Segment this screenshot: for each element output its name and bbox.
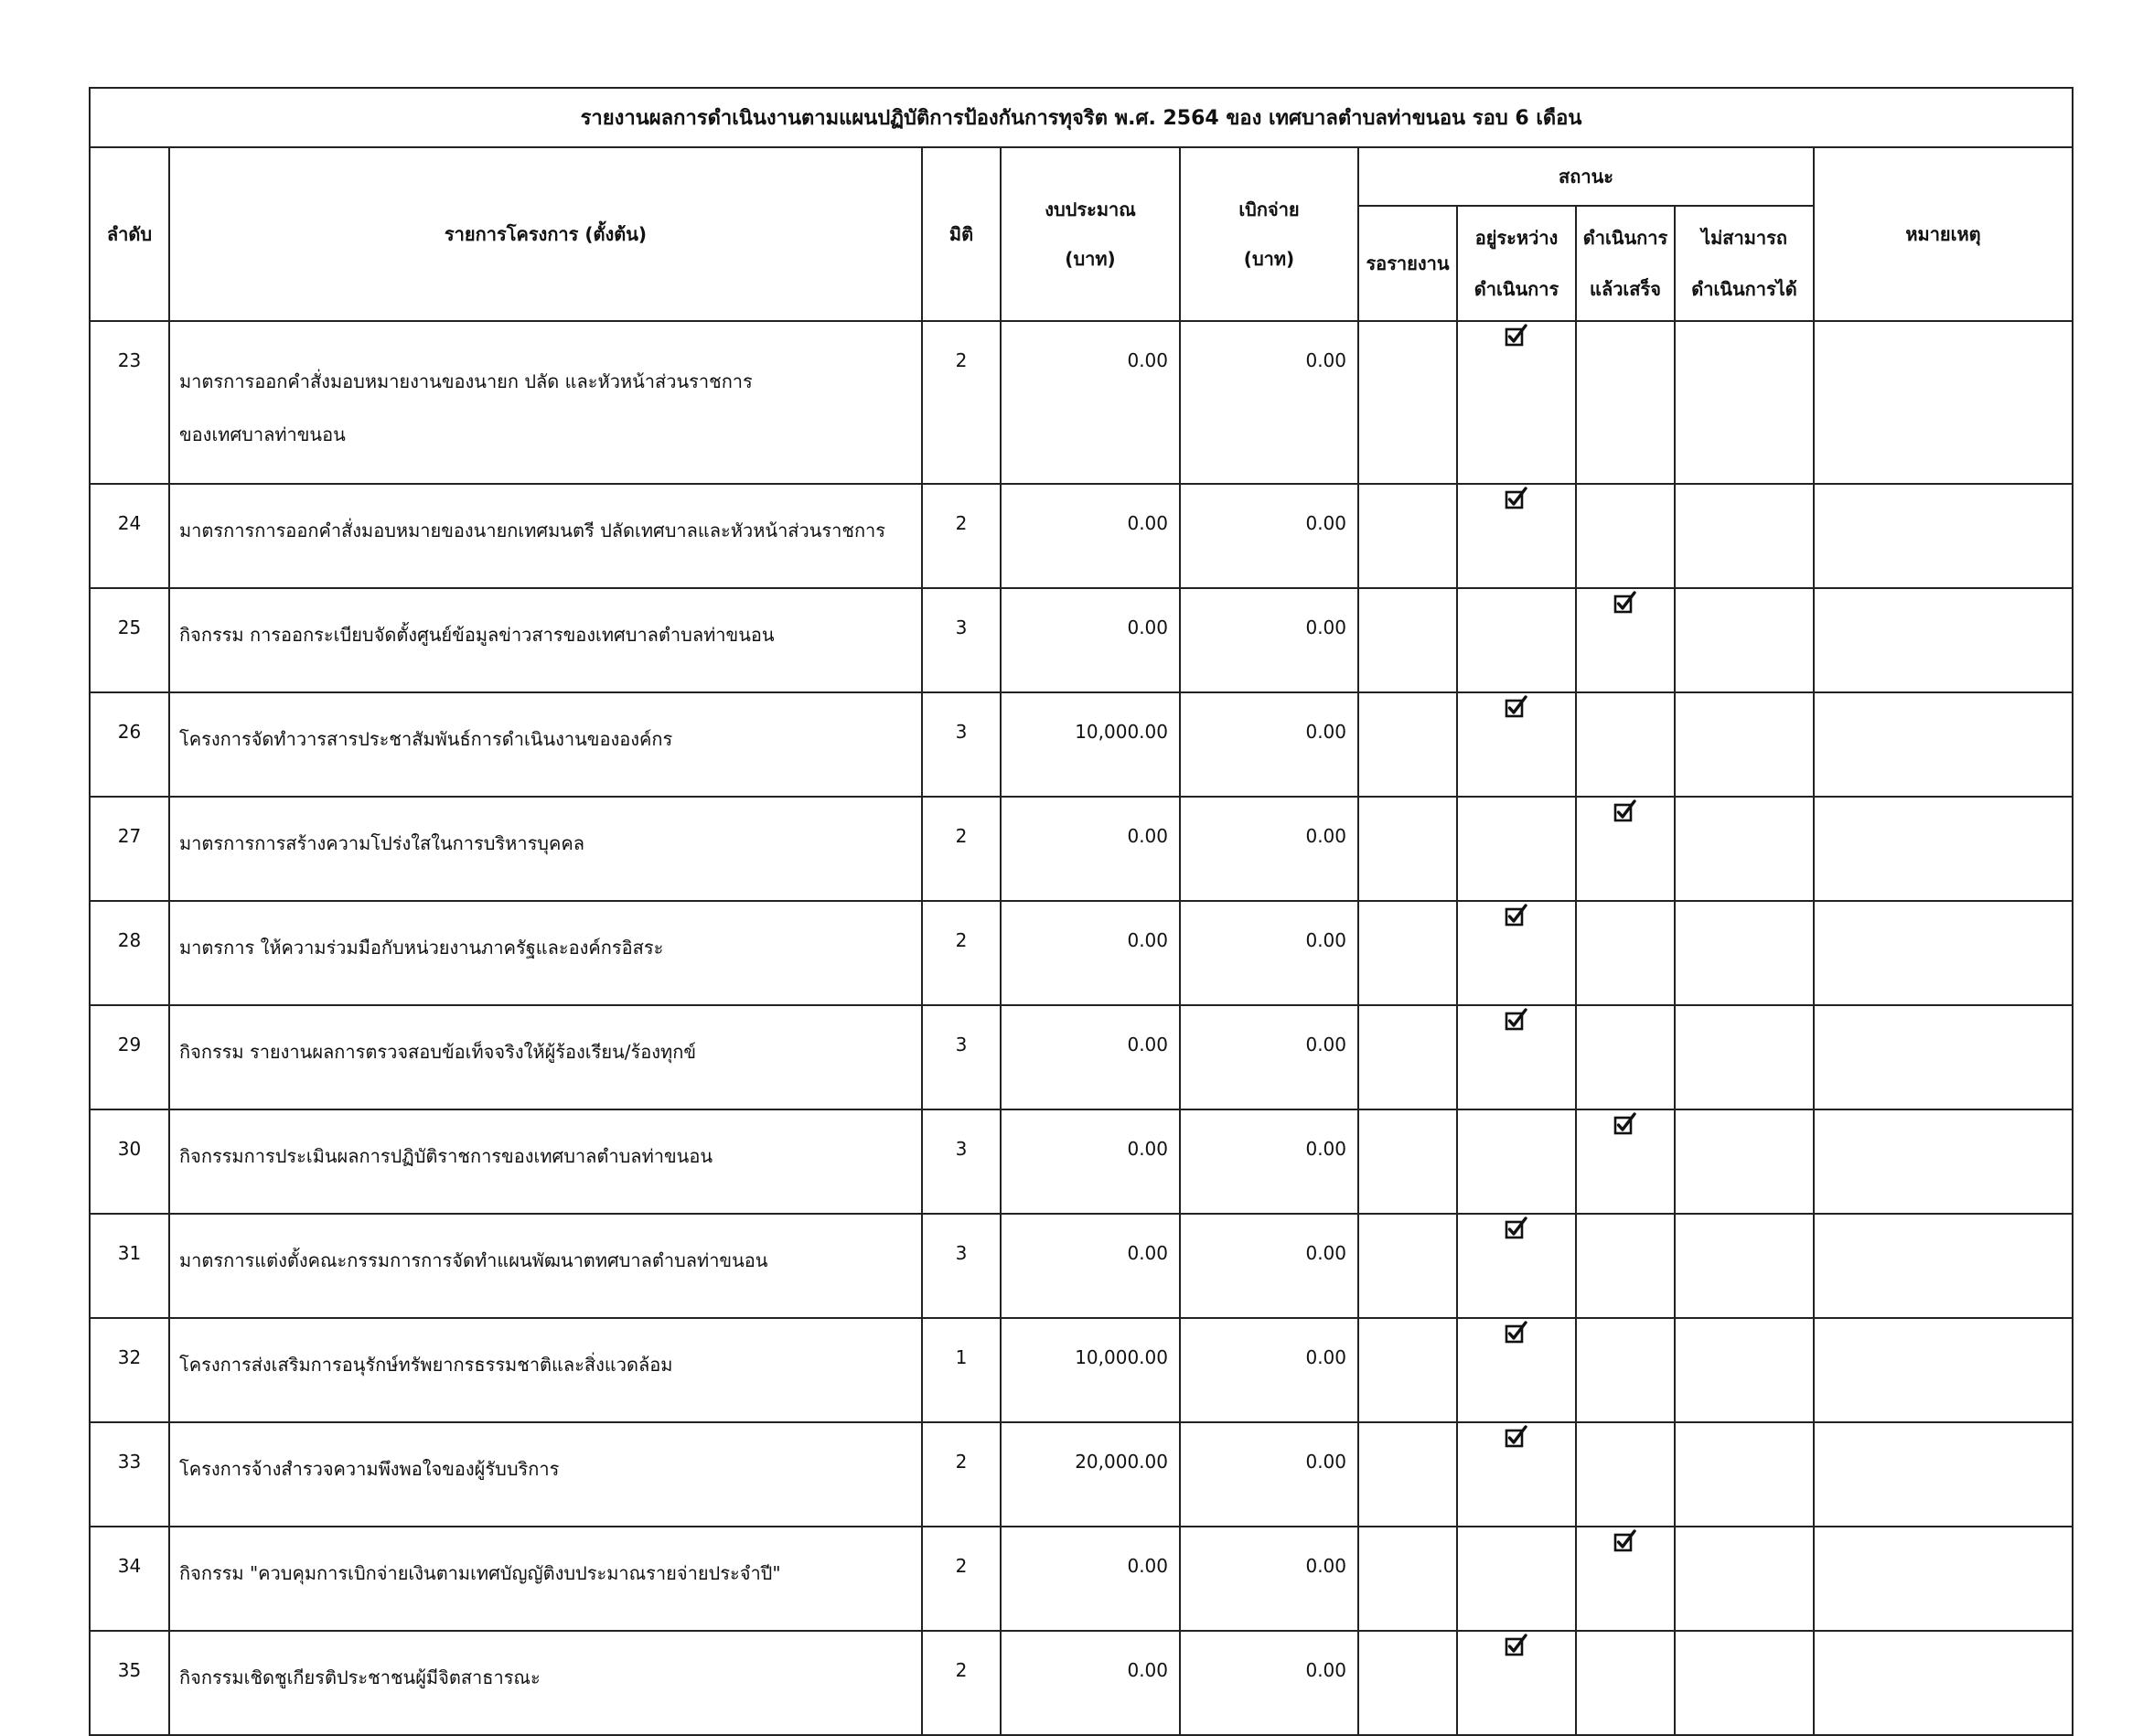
header-disbursed (1180, 147, 1358, 321)
row-status-unable (1675, 1318, 1814, 1422)
row-project-name-line1: มาตรการออกคำสั่งมอบหมายงานของนายก ปลัด และหัวหน้าส่วนราชการ (179, 370, 753, 392)
row-status-done (1576, 588, 1675, 692)
table-row (90, 1631, 2073, 1735)
row-remarks (1814, 1318, 2073, 1422)
row-project-name-line1: มาตรการการออกคำสั่งมอบหมายของนายกเทศมนตรี ปลัดเทศบาลและหัวหน้าส่วนราชการ (179, 520, 886, 541)
row-disbursed: 0.00 (1180, 1631, 1358, 1735)
row-remarks (1814, 901, 2073, 1005)
table-row (90, 1527, 2073, 1631)
row-order: 33 (90, 1422, 169, 1527)
table-row (90, 797, 2073, 901)
row-disbursed: 0.00 (1180, 484, 1358, 588)
row-order: 29 (90, 1005, 169, 1109)
row-project-name (169, 1005, 922, 1109)
row-project-name-line1: โครงการส่งเสริมการอนุรักษ์ทรัพยากรธรรมชาติและสิ่งแวดล้อม (179, 1354, 673, 1376)
row-project-name (169, 901, 922, 1005)
row-status-in-progress (1457, 1005, 1576, 1109)
header-status-unable (1675, 206, 1814, 321)
row-status-pending (1358, 692, 1457, 797)
row-disbursed: 0.00 (1180, 1214, 1358, 1318)
table-row (90, 484, 2073, 588)
row-disbursed: 0.00 (1180, 1005, 1358, 1109)
header-in-progress-line1: อยู่ระหว่าง (1474, 227, 1559, 249)
row-project-name-line1: กิจกรรมเชิดชูเกียรติประชาชนผู้มีจิตสาธารณะ (179, 1666, 541, 1688)
checked-box-icon (1505, 1216, 1528, 1240)
row-order: 30 (90, 1109, 169, 1214)
row-status-in-progress (1457, 1422, 1576, 1527)
row-project-name-line1: กิจกรรม รายงานผลการตรวจสอบข้อเท็จจริงให้ผู้ร้องเรียน/ร้องทุกข์ (179, 1041, 696, 1063)
row-status-pending (1358, 797, 1457, 901)
row-disbursed: 0.00 (1180, 1527, 1358, 1631)
row-dimension: 3 (922, 692, 1001, 797)
row-project-name (169, 321, 922, 484)
checked-box-icon (1613, 1112, 1637, 1136)
row-project-name-line1: โครงการจ้างสำรวจความพึงพอใจของผู้รับบริการ (179, 1458, 560, 1480)
row-status-unable (1675, 321, 1814, 484)
header-status: สถานะ (1358, 147, 1814, 206)
row-remarks (1814, 484, 2073, 588)
checked-box-icon (1505, 1425, 1528, 1449)
row-status-pending (1358, 1631, 1457, 1735)
row-status-unable (1675, 1005, 1814, 1109)
checked-box-icon (1505, 1321, 1528, 1345)
table-row (90, 321, 2073, 484)
row-status-done (1576, 1318, 1675, 1422)
table-row (90, 1005, 2073, 1109)
row-status-unable (1675, 1214, 1814, 1318)
row-status-done (1576, 484, 1675, 588)
row-dimension: 3 (922, 1005, 1001, 1109)
row-disbursed: 0.00 (1180, 797, 1358, 901)
report-table (89, 87, 2074, 1736)
table-row (90, 1214, 2073, 1318)
row-status-pending (1358, 1214, 1457, 1318)
table-row (90, 901, 2073, 1005)
row-project-name-line1: กิจกรรม การออกระเบียบจัดตั้งศูนย์ข้อมูลข่าวสารของเทศบาลตำบลท่าขนอน (179, 624, 775, 646)
row-status-done (1576, 1527, 1675, 1631)
row-project-name (169, 1109, 922, 1214)
row-project-name-line1: มาตรการ ให้ความร่วมมือกับหน่วยงานภาครัฐและองค์กรอิสระ (179, 937, 664, 959)
row-remarks (1814, 1214, 2073, 1318)
row-budget: 0.00 (1001, 588, 1180, 692)
table-row (90, 1318, 2073, 1422)
row-status-unable (1675, 484, 1814, 588)
row-status-unable (1675, 1109, 1814, 1214)
row-status-pending (1358, 1318, 1457, 1422)
header-disbursed-line2: (บาท) (1243, 248, 1295, 270)
table-body (90, 321, 2073, 1735)
row-status-in-progress (1457, 692, 1576, 797)
header-in-progress-line2: ดำเนินการ (1474, 278, 1559, 300)
header-budget-line1: งบประมาณ (1045, 198, 1136, 220)
row-project-name (169, 1631, 922, 1735)
row-disbursed: 0.00 (1180, 588, 1358, 692)
row-remarks (1814, 1005, 2073, 1109)
checked-box-icon (1613, 591, 1637, 615)
row-project-name (169, 1214, 922, 1318)
row-budget: 0.00 (1001, 1109, 1180, 1214)
row-status-unable (1675, 1631, 1814, 1735)
row-project-name-line1: มาตรการการสร้างความโปร่งใสในการบริหารบุคคล (179, 832, 585, 854)
row-budget: 0.00 (1001, 1005, 1180, 1109)
row-disbursed: 0.00 (1180, 1318, 1358, 1422)
row-status-unable (1675, 1527, 1814, 1631)
row-status-in-progress (1457, 484, 1576, 588)
row-status-unable (1675, 692, 1814, 797)
row-order: 27 (90, 797, 169, 901)
row-status-pending (1358, 588, 1457, 692)
row-budget: 0.00 (1001, 321, 1180, 484)
report-title: รายงานผลการดำเนินงานตามแผนปฏิบัติการป้องกันการทุจริต พ.ศ. 2564 ของ เทศบาลตำบลท่าขนอน รอบ 6 เดือน (90, 88, 2073, 147)
row-status-in-progress (1457, 1214, 1576, 1318)
row-status-pending (1358, 1005, 1457, 1109)
row-dimension: 2 (922, 484, 1001, 588)
row-status-done (1576, 1631, 1675, 1735)
row-remarks (1814, 588, 2073, 692)
header-disbursed-line1: เบิกจ่าย (1238, 198, 1300, 220)
row-status-unable (1675, 588, 1814, 692)
header-status-in-progress (1457, 206, 1576, 321)
row-project-name-line1: กิจกรรม "ควบคุมการเบิกจ่ายเงินตามเทศบัญญัติงบประมาณรายจ่ายประจำปี" (179, 1562, 781, 1584)
row-order: 32 (90, 1318, 169, 1422)
row-budget: 0.00 (1001, 1527, 1180, 1631)
row-order: 28 (90, 901, 169, 1005)
row-project-name-line2: ของเทศบาลท่าขนอน (179, 423, 346, 445)
row-remarks (1814, 692, 2073, 797)
row-status-in-progress (1457, 1318, 1576, 1422)
row-budget: 0.00 (1001, 901, 1180, 1005)
row-dimension: 1 (922, 1318, 1001, 1422)
row-project-name (169, 797, 922, 901)
row-order: 35 (90, 1631, 169, 1735)
row-dimension: 3 (922, 1214, 1001, 1318)
row-status-unable (1675, 1422, 1814, 1527)
row-remarks (1814, 1631, 2073, 1735)
row-project-name (169, 1527, 922, 1631)
checked-box-icon (1505, 1008, 1528, 1032)
row-disbursed: 0.00 (1180, 321, 1358, 484)
row-remarks (1814, 797, 2073, 901)
row-status-pending (1358, 484, 1457, 588)
row-project-name (169, 1318, 922, 1422)
row-remarks (1814, 1422, 2073, 1527)
checked-box-icon (1505, 695, 1528, 719)
checked-box-icon (1505, 1634, 1528, 1657)
row-dimension: 2 (922, 1422, 1001, 1527)
checked-box-icon (1505, 487, 1528, 510)
row-project-name-line1: มาตรการแต่งตั้งคณะกรรมการการจัดทำแผนพัฒนาตทศบาลตำบลท่าขนอน (179, 1249, 768, 1271)
row-budget: 0.00 (1001, 484, 1180, 588)
row-order: 25 (90, 588, 169, 692)
header-budget-line2: (บาท) (1065, 248, 1116, 270)
row-status-in-progress (1457, 1527, 1576, 1631)
row-status-in-progress (1457, 797, 1576, 901)
row-order: 23 (90, 321, 169, 484)
row-remarks (1814, 1527, 2073, 1631)
row-status-in-progress (1457, 588, 1576, 692)
row-budget: 0.00 (1001, 1214, 1180, 1318)
header-done-line2: แล้วเสร็จ (1590, 278, 1661, 300)
row-disbursed: 0.00 (1180, 1109, 1358, 1214)
row-budget: 0.00 (1001, 1631, 1180, 1735)
row-status-unable (1675, 901, 1814, 1005)
row-status-pending (1358, 321, 1457, 484)
row-status-done (1576, 1109, 1675, 1214)
row-dimension: 3 (922, 588, 1001, 692)
row-remarks (1814, 1109, 2073, 1214)
row-status-in-progress (1457, 901, 1576, 1005)
row-budget: 20,000.00 (1001, 1422, 1180, 1527)
row-project-name (169, 484, 922, 588)
row-remarks (1814, 321, 2073, 484)
table-row (90, 1109, 2073, 1214)
row-status-pending (1358, 1109, 1457, 1214)
row-status-pending (1358, 1422, 1457, 1527)
row-status-done (1576, 1214, 1675, 1318)
header-unable-line2: ดำเนินการได้ (1691, 278, 1797, 300)
header-status-pending: รอรายงาน (1358, 206, 1457, 321)
row-order: 34 (90, 1527, 169, 1631)
header-unable-line1: ไม่สามารถ (1701, 227, 1787, 249)
row-dimension: 2 (922, 797, 1001, 901)
row-dimension: 2 (922, 1527, 1001, 1631)
header-done-line1: ดำเนินการ (1582, 227, 1668, 249)
header-budget (1001, 147, 1180, 321)
row-budget: 0.00 (1001, 797, 1180, 901)
row-disbursed: 0.00 (1180, 692, 1358, 797)
row-status-done (1576, 1422, 1675, 1527)
header-remarks: หมายเหตุ (1814, 147, 2073, 321)
row-status-done (1576, 692, 1675, 797)
row-order: 31 (90, 1214, 169, 1318)
row-order: 26 (90, 692, 169, 797)
row-dimension: 2 (922, 901, 1001, 1005)
row-project-name-line1: กิจกรรมการประเมินผลการปฏิบัติราชการของเทศบาลตำบลท่าขนอน (179, 1145, 713, 1167)
row-status-in-progress (1457, 1109, 1576, 1214)
row-project-name (169, 692, 922, 797)
header-project: รายการโครงการ (ตั้งต้น) (169, 147, 922, 321)
checked-box-icon (1613, 1529, 1637, 1553)
checked-box-icon (1505, 904, 1528, 927)
row-status-pending (1358, 901, 1457, 1005)
row-status-done (1576, 1005, 1675, 1109)
row-project-name (169, 1422, 922, 1527)
report-sheet (89, 87, 2072, 1736)
table-row (90, 588, 2073, 692)
row-order: 24 (90, 484, 169, 588)
header-status-done (1576, 206, 1675, 321)
header-order: ลำดับ (90, 147, 169, 321)
row-status-done (1576, 321, 1675, 484)
row-status-in-progress (1457, 1631, 1576, 1735)
row-status-done (1576, 797, 1675, 901)
row-disbursed: 0.00 (1180, 901, 1358, 1005)
row-disbursed: 0.00 (1180, 1422, 1358, 1527)
table-row (90, 692, 2073, 797)
row-project-name-line1: โครงการจัดทำวารสารประชาสัมพันธ์การดำเนินงานขององค์กร (179, 728, 673, 750)
row-dimension: 2 (922, 1631, 1001, 1735)
checked-box-icon (1505, 324, 1528, 348)
row-budget: 10,000.00 (1001, 1318, 1180, 1422)
checked-box-icon (1613, 799, 1637, 823)
header-dimension: มิติ (922, 147, 1001, 321)
row-status-pending (1358, 1527, 1457, 1631)
row-status-unable (1675, 797, 1814, 901)
row-status-in-progress (1457, 321, 1576, 484)
row-budget: 10,000.00 (1001, 692, 1180, 797)
table-row (90, 1422, 2073, 1527)
row-dimension: 2 (922, 321, 1001, 484)
row-project-name (169, 588, 922, 692)
row-status-done (1576, 901, 1675, 1005)
row-dimension: 3 (922, 1109, 1001, 1214)
